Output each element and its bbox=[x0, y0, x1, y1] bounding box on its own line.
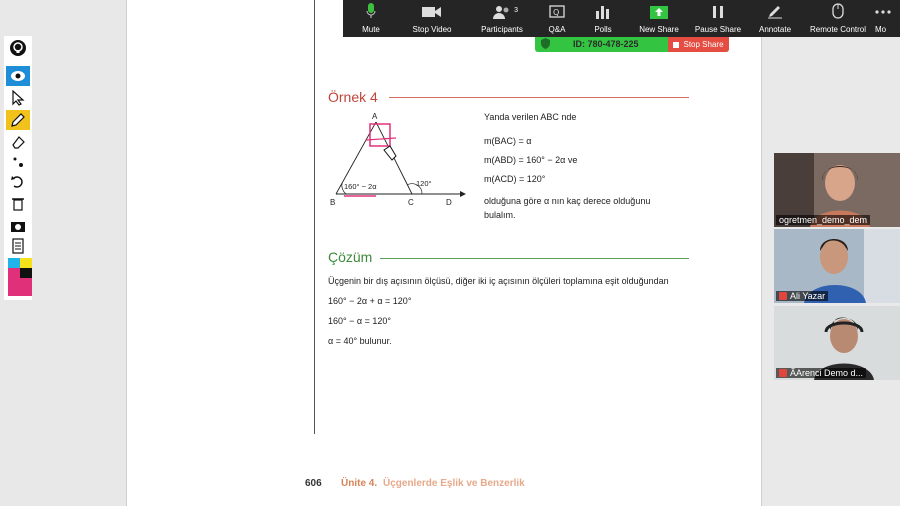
meeting-id: ID: 780-478-225 bbox=[573, 39, 639, 49]
page-number: 606 bbox=[305, 478, 322, 489]
lightbulb-icon[interactable] bbox=[6, 38, 30, 58]
example-title: Örnek 4 bbox=[328, 89, 378, 105]
current-color-swatch[interactable] bbox=[8, 278, 32, 296]
share-screen-icon bbox=[650, 5, 668, 23]
label-c: C bbox=[408, 198, 414, 207]
magenta-swatch[interactable] bbox=[8, 268, 20, 278]
mute-button[interactable]: Mute bbox=[343, 0, 399, 37]
new-share-button[interactable]: New Share bbox=[631, 0, 687, 37]
solution-line-2: 160° − 2α + α = 120° bbox=[328, 296, 412, 306]
label-a: A bbox=[372, 112, 378, 121]
angle-b-label: 160° − 2α bbox=[344, 182, 377, 191]
annotate-button[interactable]: Annotate bbox=[749, 0, 801, 37]
qa-icon bbox=[549, 5, 565, 23]
undo-icon[interactable] bbox=[6, 172, 30, 192]
pencil-icon[interactable] bbox=[6, 110, 30, 130]
eye-icon[interactable] bbox=[6, 66, 30, 86]
participant-label: ogretmen_demo_dem bbox=[776, 215, 870, 225]
camera-icon[interactable] bbox=[6, 216, 30, 236]
shared-page bbox=[126, 0, 762, 506]
mouse-icon bbox=[832, 3, 844, 23]
label-b: B bbox=[330, 198, 336, 207]
participant-label: ÃArenci Demo d... bbox=[776, 368, 866, 378]
participants-button[interactable]: 3 Participants bbox=[481, 7, 523, 34]
yellow-swatch[interactable] bbox=[20, 258, 32, 268]
solution-line-3: 160° − α = 120° bbox=[328, 316, 391, 326]
pause-share-button[interactable]: Pause Share bbox=[687, 0, 749, 37]
document-icon[interactable] bbox=[6, 236, 30, 256]
example-rule bbox=[389, 97, 689, 98]
cyan-swatch[interactable] bbox=[8, 258, 20, 268]
solution-rule bbox=[380, 258, 689, 259]
pause-icon bbox=[712, 5, 724, 23]
muted-mic-icon bbox=[779, 292, 787, 300]
equation-1: m(BAC) = α bbox=[484, 136, 532, 146]
more-button[interactable]: Mo bbox=[875, 0, 900, 37]
pointer-arrow-icon[interactable] bbox=[6, 88, 30, 108]
pencil-cursor-icon bbox=[384, 146, 396, 160]
video-tile-3[interactable] bbox=[774, 306, 900, 380]
shield-icon bbox=[541, 38, 550, 51]
stop-share-button[interactable]: Stop Share bbox=[668, 37, 729, 52]
given-line: Yanda verilen ABC nde bbox=[484, 112, 577, 122]
annotate-pen-icon bbox=[767, 5, 783, 23]
svg-text:Q: Q bbox=[553, 8, 560, 17]
unit-title: Üçgenlerde Eşlik ve Benzerlik bbox=[383, 478, 525, 489]
annotation-palette bbox=[4, 36, 32, 300]
participants-icon: 3 bbox=[492, 5, 512, 23]
microphone-icon bbox=[366, 3, 376, 23]
stop-square-icon bbox=[673, 42, 679, 48]
video-camera-icon bbox=[422, 5, 442, 23]
stop-video-button[interactable]: Stop Video bbox=[399, 0, 465, 37]
question-line-2: bulalım. bbox=[484, 210, 516, 220]
equation-2: m(ABD) = 160° − 2α ve bbox=[484, 155, 578, 165]
video-tile-2[interactable] bbox=[774, 229, 900, 303]
polls-button[interactable]: Polls bbox=[575, 0, 631, 37]
unit-label: Ünite 4. bbox=[341, 478, 378, 489]
eraser-icon[interactable] bbox=[6, 132, 30, 152]
page-gutter-line bbox=[314, 0, 315, 434]
more-dots-icon bbox=[875, 5, 891, 23]
solution-line-1: Üçgenin bir dış açısının ölçüsü, diğer iki iç açısının ölçüleri toplamına eşit olduğundan bbox=[328, 276, 669, 286]
black-swatch[interactable] bbox=[20, 268, 32, 278]
muted-mic-icon bbox=[779, 369, 787, 377]
bar-chart-icon bbox=[595, 5, 611, 23]
meeting-toolbar bbox=[343, 0, 900, 37]
triangle-figure bbox=[326, 110, 476, 210]
question-line-1: olduğuna göre α nın kaç derece olduğunu bbox=[484, 196, 651, 206]
equation-3: m(ACD) = 120° bbox=[484, 174, 546, 184]
dot-size-icon[interactable] bbox=[6, 152, 30, 172]
angle-c-label: 120° bbox=[416, 179, 432, 188]
label-d: D bbox=[446, 198, 452, 207]
trash-icon[interactable] bbox=[6, 194, 30, 214]
video-tile-1[interactable] bbox=[774, 153, 900, 227]
solution-title: Çözüm bbox=[328, 249, 373, 265]
share-status-bar bbox=[535, 37, 729, 52]
remote-control-button[interactable]: Remote Control bbox=[801, 0, 875, 37]
qa-button[interactable]: Q Q&A bbox=[539, 0, 575, 37]
participant-label: Ali Yazar bbox=[776, 291, 828, 301]
solution-line-4: α = 40° bulunur. bbox=[328, 336, 392, 346]
base-arrow-icon bbox=[460, 191, 466, 197]
